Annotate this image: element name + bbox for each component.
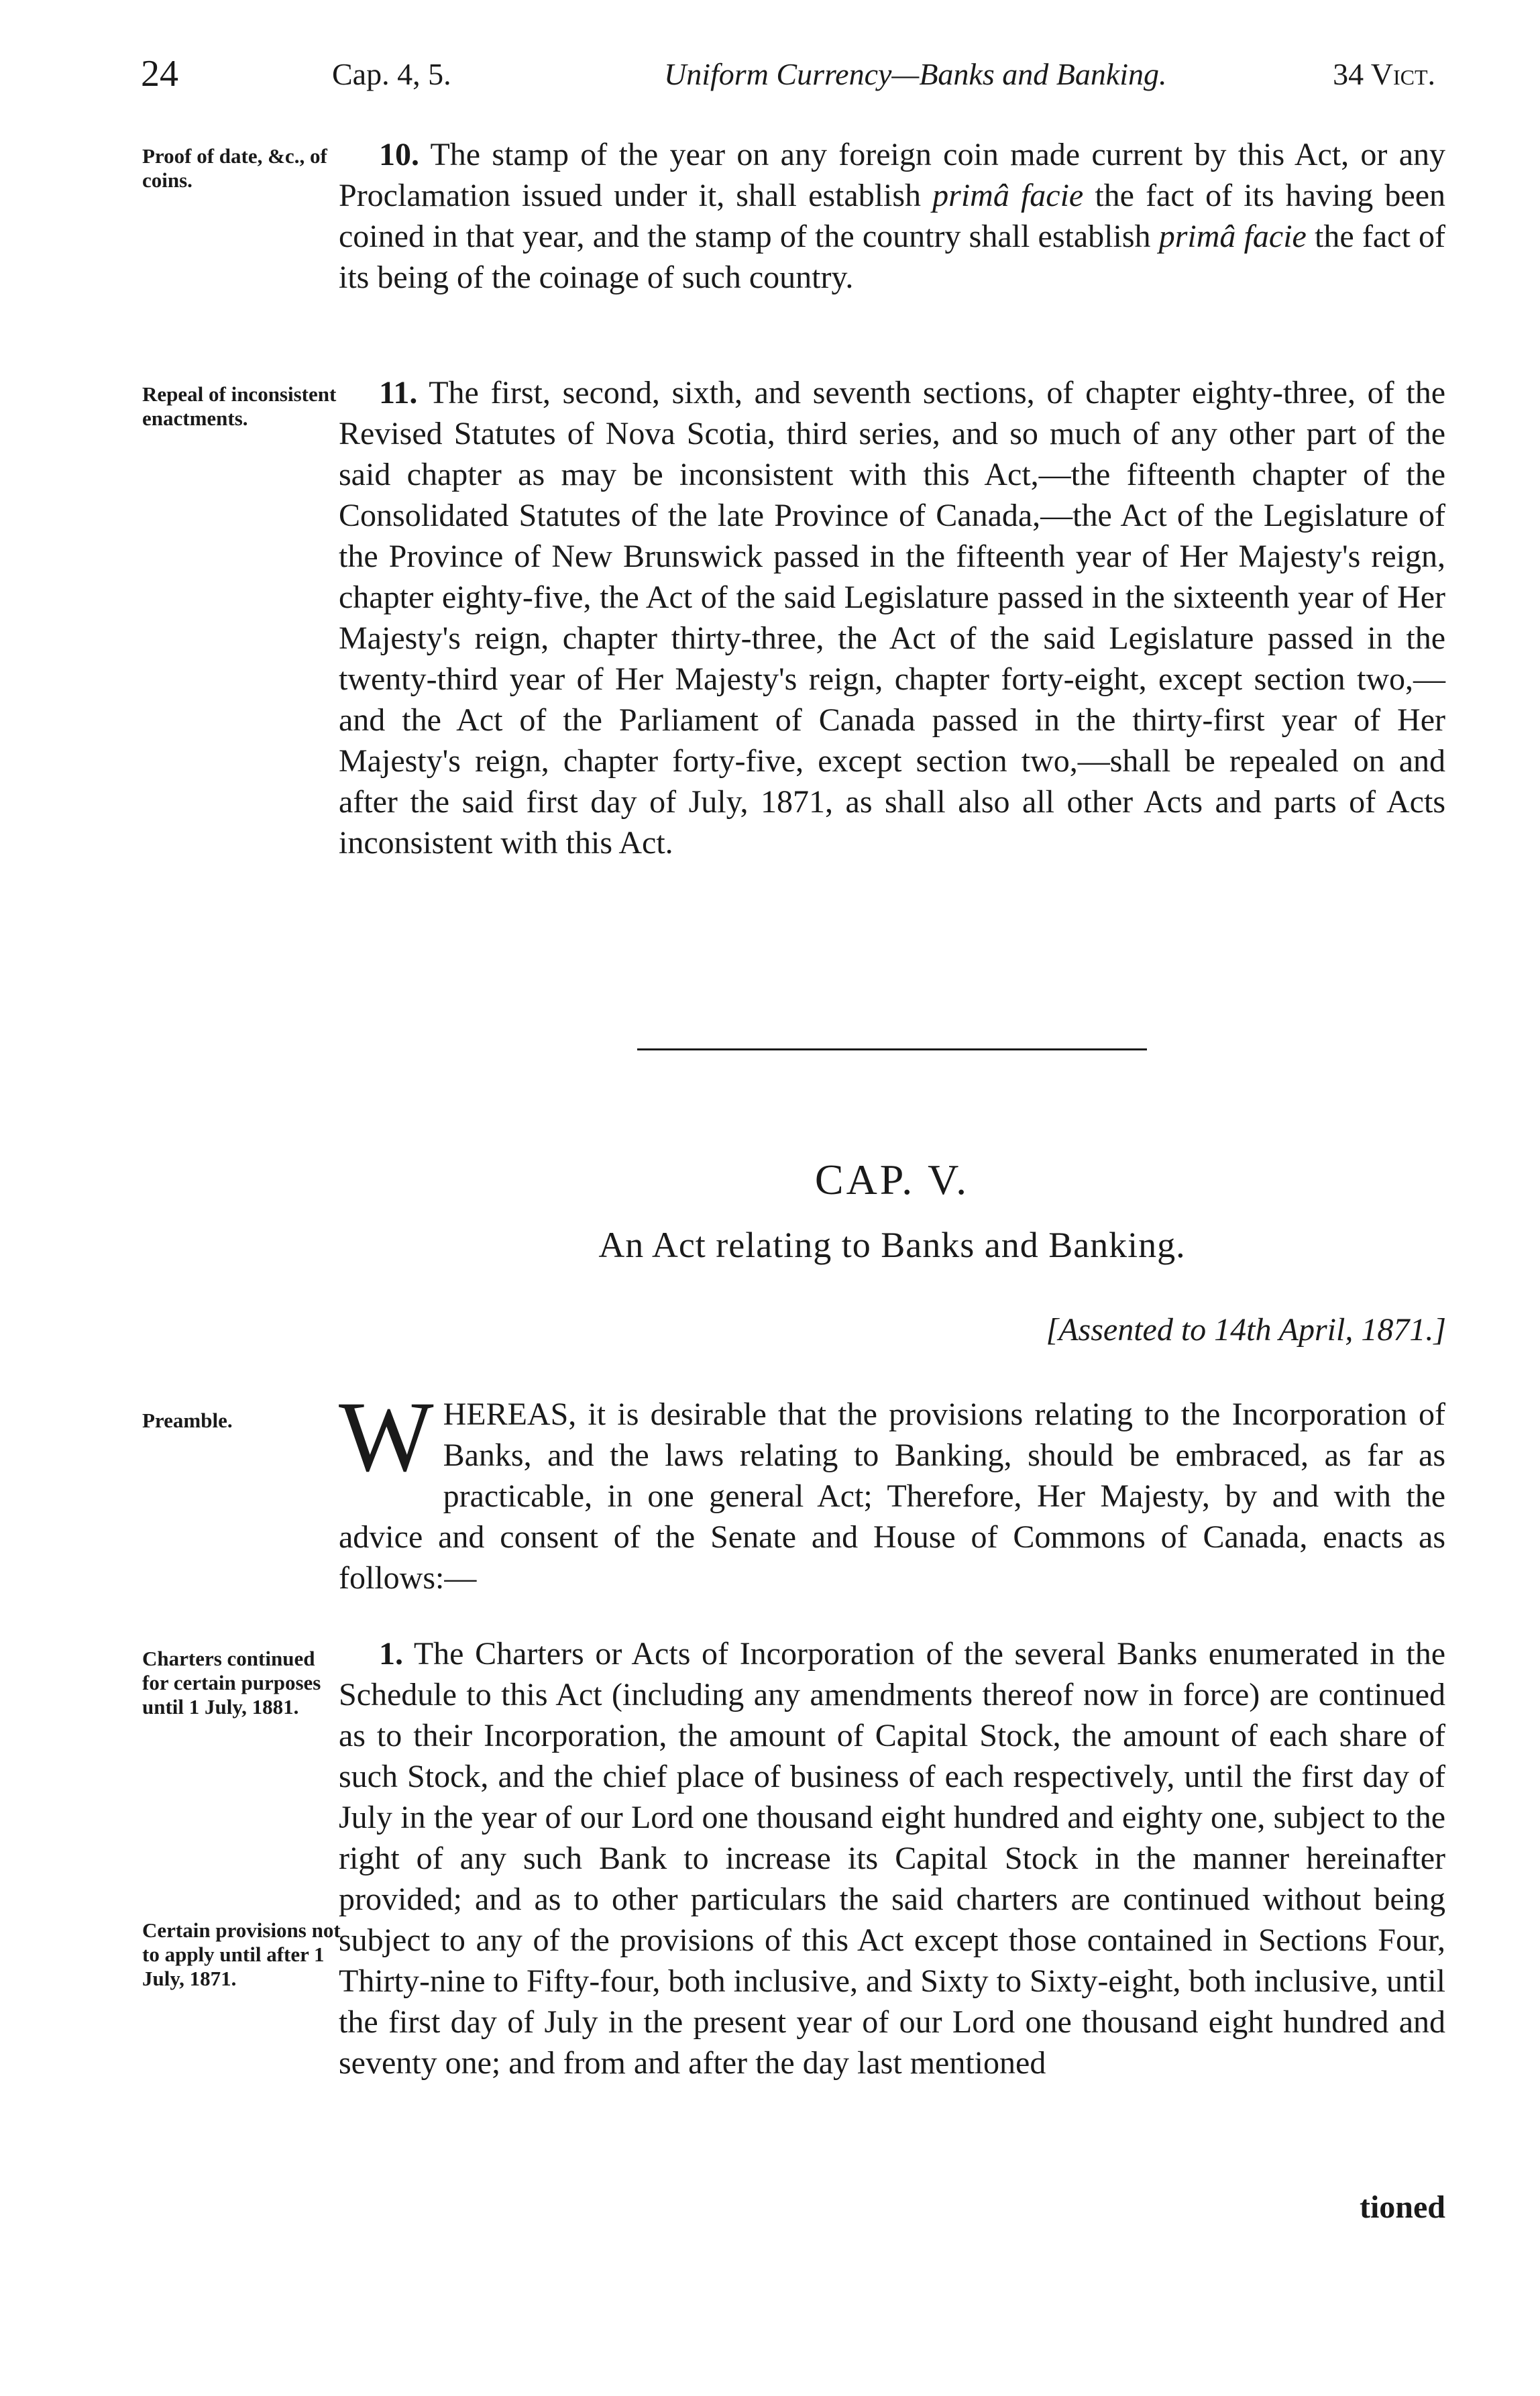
section-text: the fact of its being of the coinage of such country. <box>339 219 1445 295</box>
italic-phrase: primâ facie <box>1158 219 1307 254</box>
section-text: the fact of its having been coined in that year, and the stamp of the country shall establish <box>339 178 1446 254</box>
margin-note-repeal: Repeal of inconsistent enactments. <box>142 382 337 430</box>
section-1-paragraph <box>339 1633 1445 2083</box>
act-title: An Act relating to Banks and Banking. <box>598 1225 1186 1265</box>
preamble <box>339 1381 1445 1598</box>
section-11 <box>339 372 1445 863</box>
chapter-reference: Cap. 4, 5. <box>332 57 451 91</box>
regnal-year: 34 Vict. <box>1333 57 1435 91</box>
section-text: The first, second, sixth, and seventh sections, of chapter eighty-three, of the Revised Statutes of Nova Scotia, third series, and so much of any other part of the said chapter as may be inconsistent with this Act,—the fifteenth chapter of the Consolidated Statutes of the late Province of Canada,—the Act of the Legislature of the Province of New Brunswick passed in the fifteenth year of Her Majesty's reign, chapter eighty-five, the Act of the said Legislature passed in the sixteenth year of Her Majesty's reign, chapter thirty-three, the Act of the said Legislature passed in the twenty-third year of Her Majesty's reign, chapter forty-eight, except section two,—and the Act of the Parliament of Canada passed in the thirty-first year of Her Majesty's reign, chapter forty-five, except section two,—shall be repealed on and after the said first day of July, 1871, as shall also all other Acts and parts of Acts inconsistent with this Act. <box>339 375 1446 861</box>
catchword-text: tioned <box>1359 2189 1445 2225</box>
section-10 <box>339 134 1445 298</box>
section-text: The stamp of the year on any foreign coin made current by this Act, or any Proclamation issued under it, shall establish <box>339 137 1445 213</box>
preamble-paragraph <box>339 1381 1445 1598</box>
running-header <box>141 52 1435 99</box>
catchword <box>339 2187 1445 2228</box>
drop-cap: W <box>339 1381 434 1492</box>
section-number: 1. <box>379 1636 403 1672</box>
italic-phrase: primâ facie <box>932 178 1084 213</box>
section-number: 11. <box>379 375 418 411</box>
margin-note-proof-of-date: Proof of date, &c., of coins. <box>142 144 327 192</box>
section-10-paragraph <box>339 134 1445 298</box>
section-1 <box>339 1633 1445 2083</box>
margin-note-certain-provisions: Certain provisions not to apply until after 1 July, 1871. <box>142 1918 341 1990</box>
preamble-text: HEREAS, it is desirable that the provisions relating to the Incorporation of Banks, and the laws relating to Banking, should be embraced, as far as practicable, in one general Act; Therefore, Her Majesty, by and with the advice and consent of the Senate and House of Commons of Canada, enacts as follows:— <box>339 1397 1445 1596</box>
page-number: 24 <box>141 53 178 95</box>
section-number: 10. <box>379 137 419 172</box>
margin-note-preamble: Preamble. <box>142 1409 233 1432</box>
margin-note-charters-continued: Charters continued for certain purposes until 1 July, 1881. <box>142 1647 321 1719</box>
section-text: The Charters or Acts of Incorporation of the several Banks enumerated in the Schedule to this Act (including any amendments thereof now in force) are continued as to their Incorporation, the amount of Capital Stock, the amount of each share of such Stock, and the chief place of business of each respectively, until the first day of July in the year of our Lord one thousand eight hundred and eighty one, subject to the right of any such Bank to increase its Capital Stock in the manner hereinafter provided; and as to other particulars the said charters are continued without being subject to any of the provisions of this Act except those contained in Sections Four, Thirty-nine to Fifty-four, both inclusive, and Sixty to Sixty-eight, both inclusive, until the first day of July in the present year of our Lord one thousand eight hundred and seventy one; and from and after the day last mentioned <box>339 1636 1445 2081</box>
chapter-heading: CAP. V. <box>814 1156 970 1203</box>
section-divider <box>637 1048 1147 1050</box>
section-11-paragraph <box>339 372 1445 863</box>
running-title: Uniform Currency—Banks and Banking. <box>664 57 1167 91</box>
assent-date: [Assented to 14th April, 1871.] <box>1046 1312 1446 1348</box>
